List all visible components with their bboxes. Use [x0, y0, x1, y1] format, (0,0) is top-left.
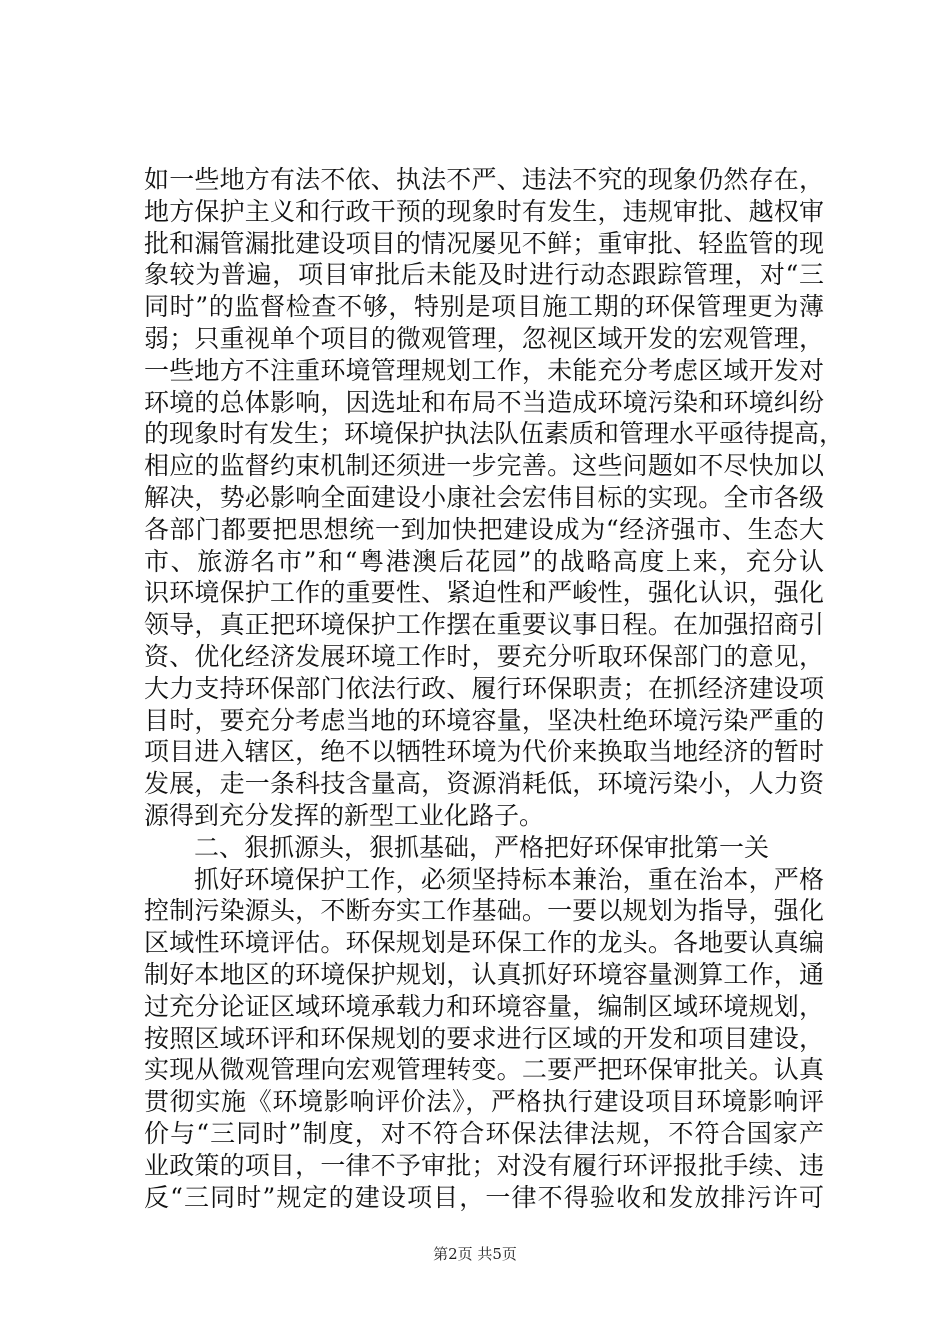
text-line: 地方保护主义和行政干预的现象时有发生，违规审批、越权审	[144, 196, 824, 226]
text-line: 制好本地区的环境保护规划，认真抓好环境容量测算工作，通	[144, 959, 824, 989]
text-line: 市、旅游名市”和“粤港澳后花园”的战略高度上来，充分认	[144, 546, 824, 576]
text-line: 实现从微观管理向宏观管理转变。二要严把环保审批关。认真	[144, 1055, 824, 1085]
text-line: 发展，走一条科技含量高，资源消耗低，环境污染小，人力资	[144, 769, 824, 799]
text-line: 的现象时有发生；环境保护执法队伍素质和管理水平亟待提高，	[144, 419, 845, 449]
text-line: 贯彻实施《环境影响评价法》，严格执行建设项目环境影响评	[144, 1087, 824, 1117]
text-line: 解决，势必影响全面建设小康社会宏伟目标的实现。全市各级	[144, 482, 824, 512]
text-line: 抓好环境保护工作，必须坚持标本兼治，重在治本，严格	[194, 864, 824, 894]
text-line: 如一些地方有法不依、执法不严、违法不究的现象仍然存在，	[144, 165, 824, 194]
text-line: 一些地方不注重环境管理规划工作，未能充分考虑区域开发对	[144, 355, 824, 385]
text-line: 业政策的项目，一律不予审批；对没有履行环评报批手续、违	[144, 1150, 824, 1180]
text-line: 环境的总体影响，因选址和布局不当造成环境污染和环境纠纷	[144, 387, 824, 417]
text-line: 目时，要充分考虑当地的环境容量，坚决杜绝环境污染严重的	[144, 705, 824, 735]
text-line: 按照区域环评和环保规划的要求进行区域的开发和项目建设，	[144, 1023, 824, 1053]
text-line: 过充分论证区域环境承载力和环境容量，编制区域环境规划，	[144, 991, 824, 1021]
section-heading: 二、狠抓源头，狠抓基础，严格把好环保审批第一关	[194, 832, 770, 862]
text-line: 项目进入辖区，绝不以牺牲环境为代价来换取当地经济的暂时	[144, 737, 824, 767]
text-line: 识环境保护工作的重要性、紧迫性和严峻性，强化认识，强化	[144, 578, 824, 608]
text-line: 领导，真正把环境保护工作摆在重要议事日程。在加强招商引	[144, 610, 824, 640]
text-line: 各部门都要把思想统一到加快把建设成为“经济强市、生态大	[144, 514, 824, 544]
text-line: 控制污染源头，不断夯实工作基础。一要以规划为指导，强化	[144, 896, 824, 926]
text-line: 大力支持环保部门依法行政、履行环保职责；在抓经济建设项	[144, 673, 824, 703]
body-text	[144, 164, 845, 1213]
text-line: 价与“三同时”制度，对不符合环保法律法规，不符合国家产	[144, 1118, 824, 1148]
text-line: 反“三同时”规定的建设项目，一律不得验收和发放排污许可	[144, 1182, 824, 1212]
text-line: 弱；只重视单个项目的微观管理，忽视区域开发的宏观管理，	[144, 323, 824, 353]
text-line: 相应的监督约束机制还须进一步完善。这些问题如不尽快加以	[144, 451, 824, 481]
text-line: 源得到充分发挥的新型工业化路子。	[144, 800, 545, 830]
text-line: 同时”的监督检查不够，特别是项目施工期的环保管理更为薄	[144, 292, 824, 322]
text-line: 批和漏管漏批建设项目的情况屡见不鲜；重审批、轻监管的现	[144, 228, 824, 258]
page-number-footer: 第2页 共5页	[433, 1245, 517, 1263]
text-line: 区域性环境评估。环保规划是环保工作的龙头。各地要认真编	[144, 928, 824, 958]
text-line: 象较为普遍，项目审批后未能及时进行动态跟踪管理，对“三	[144, 260, 824, 290]
text-line: 资、优化经济发展环境工作时，要充分听取环保部门的意见，	[144, 641, 824, 671]
